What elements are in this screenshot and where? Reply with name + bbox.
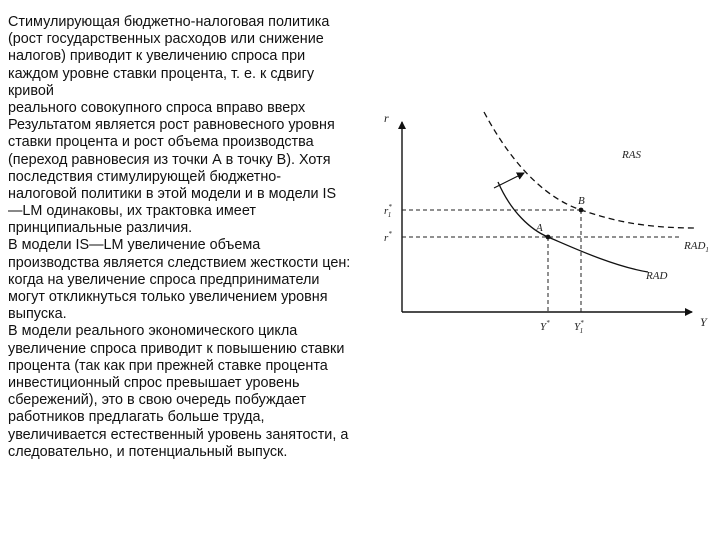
text-line: В модели IS—LM увеличение объема (8, 237, 261, 254)
shift-arrow (494, 173, 524, 188)
text-line: (рост государственных расходов или снижение (8, 31, 324, 48)
text-line: выпуска. (8, 306, 67, 323)
text-line: налогов) приводит к увеличению спроса при (8, 48, 306, 65)
point-b-label: B (578, 195, 585, 207)
text-line: производства является следствием жесткости цен: (8, 254, 351, 271)
text-line: Результатом является рост равновесного уровня (8, 117, 335, 134)
text-line: принципиальные различия. (8, 220, 193, 237)
text-line: могут откликнуться только увеличением уровня (8, 289, 328, 305)
rad1-label: $RAD_1$ (684, 240, 709, 254)
text-line: когда на увеличение спроса предприниматели (8, 271, 320, 288)
rad-curve (498, 182, 648, 272)
text-line: Стимулирующая бюджетно-налоговая политика (8, 14, 330, 30)
text-line: процента (так как при прежней ставке процента (8, 357, 328, 374)
y1-label: Y* 1 (574, 319, 584, 335)
text-line: инвестиционный спрос превышает уровень (8, 374, 300, 391)
text-line: кривой (8, 82, 54, 99)
text-line: следовательно, и потенциальный выпуск. (8, 443, 288, 460)
text-line: (переход равновесия из точки А в точку В). Хотя (8, 151, 331, 168)
text-line: В модели реального экономического цикла (8, 323, 298, 340)
text-line: увеличивается естественный уровень занятости, а (8, 426, 349, 443)
text-line: увеличение спроса приводит к повышению ставки (8, 340, 345, 357)
point-a-label: A (536, 222, 543, 234)
y-axis-label: r (384, 111, 389, 125)
point-a-marker (546, 235, 551, 240)
text-line: последствия стимулирующей бюджетно- (8, 168, 282, 185)
r0-label: r* (384, 230, 392, 244)
rad-label: RAD (646, 270, 668, 282)
text-line: каждом уровне ставки процента, т. е. к сдвигу (8, 65, 315, 82)
text-line: сбережений), это в свою очередь побуждает (8, 392, 307, 409)
r1-label: r* 1 (384, 203, 392, 219)
text-line: налоговой политики в этой модели и в модели IS (8, 185, 337, 202)
x-axis-label: Y (700, 315, 707, 329)
text-column (8, 14, 394, 484)
ras-label: RAS (622, 149, 641, 161)
point-b-marker (579, 208, 584, 213)
y0-label: Y* (540, 319, 550, 333)
text-line: работников предлагать больше труда, (8, 409, 265, 426)
ras-curve (484, 112, 696, 228)
text-line: —LM одинаковы, их трактовка имеет (8, 203, 256, 220)
ras-rad-diagram (366, 100, 720, 350)
text-line: ставки процента и рост объема производства (8, 134, 314, 151)
text-line: реального совокупного спроса вправо вверх (8, 99, 306, 116)
